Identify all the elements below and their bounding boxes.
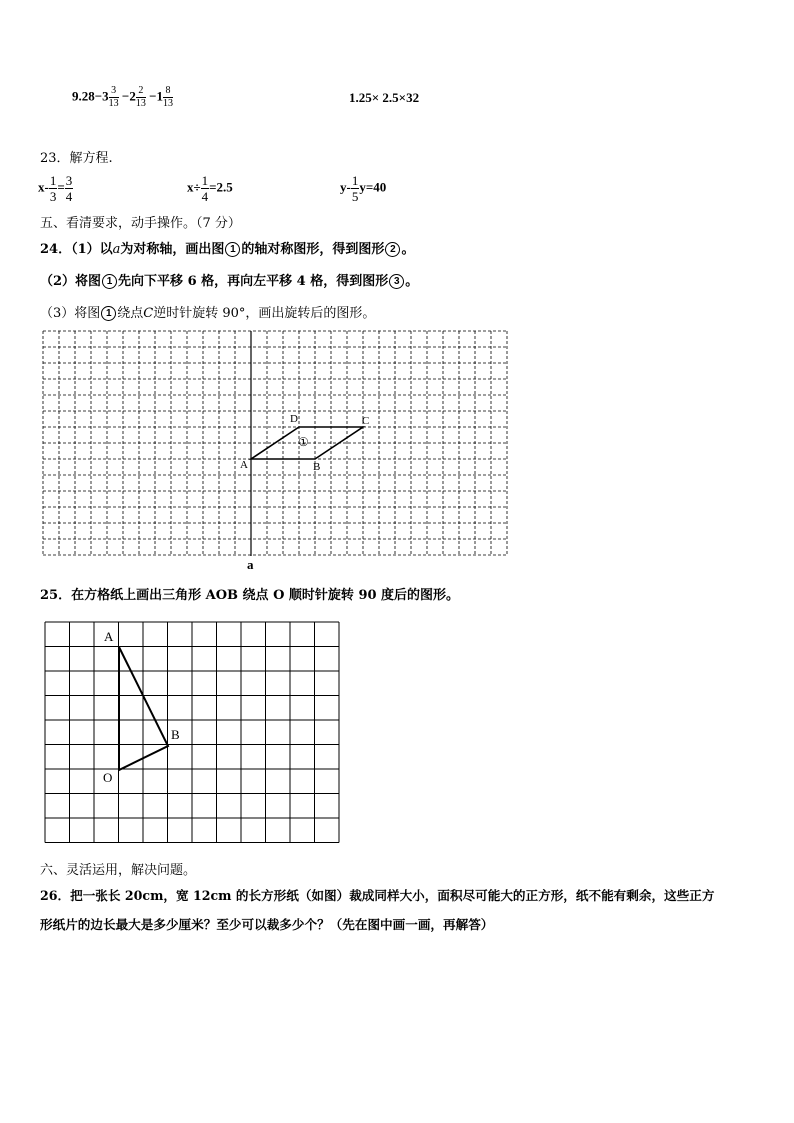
label-A-q25: A xyxy=(104,629,114,644)
denominator: 5 xyxy=(351,189,359,204)
minus-sign: − xyxy=(149,88,157,104)
text: （3）将图 xyxy=(40,306,101,321)
eq-prefix: y- xyxy=(340,179,351,195)
minus-sign: − xyxy=(94,88,103,104)
calc-expression-2: 1.25× 2.5×32 xyxy=(349,90,420,105)
label-B-q25: B xyxy=(171,727,180,742)
text: 先向下平移 6 格，再向左平移 4 格，得到图形 xyxy=(118,274,389,289)
numerator: 2 xyxy=(136,86,146,98)
denominator: 13 xyxy=(135,98,146,109)
text: 逆时针旋转 90°，画出旋转后的图形。 xyxy=(153,306,376,321)
mixed-whole: 1 xyxy=(156,88,164,104)
eq-suffix: y=40 xyxy=(359,179,387,195)
denominator: 13 xyxy=(108,98,119,109)
label-C: C xyxy=(362,415,370,427)
circled-number: 1 xyxy=(225,242,240,257)
circled-number: 1 xyxy=(102,274,117,289)
denominator: 13 xyxy=(163,98,174,109)
label-D: D xyxy=(290,413,298,425)
numerator: 1 xyxy=(49,173,57,188)
denominator: 3 xyxy=(49,189,57,204)
numerator: 3 xyxy=(109,86,119,98)
section-5-heading: 五、看清要求，动手操作。（7 分） xyxy=(40,216,241,231)
question-23-title: 23．解方程. xyxy=(40,151,113,166)
calc-lead: 9.28 xyxy=(72,88,95,104)
question-25-title: 25．在方格纸上画出三角形 AOB 绕点 O 顺时针旋转 90 度后的图形。 xyxy=(40,588,460,603)
label-B: B xyxy=(313,461,321,473)
axis-label-a: a xyxy=(247,557,254,572)
equals-sign: = xyxy=(57,179,65,195)
solid-grid xyxy=(45,622,339,843)
text: （2）将图 xyxy=(40,274,102,289)
text: 24．（1）以 xyxy=(40,242,113,257)
circled-number: 3 xyxy=(389,274,404,289)
text: 。 xyxy=(405,274,419,289)
text: 的轴对称图形，得到图形 xyxy=(241,242,385,257)
section-6-heading: 六、灵活运用，解决问题。 xyxy=(40,863,197,878)
denominator: 4 xyxy=(201,189,209,204)
eq-suffix: =2.5 xyxy=(209,179,233,195)
numerator: 1 xyxy=(201,173,209,188)
text: 绕点 xyxy=(117,306,144,321)
denominator: 4 xyxy=(65,189,73,204)
text: 。 xyxy=(401,242,415,257)
circled-number: 1 xyxy=(101,306,116,321)
point-letter: C xyxy=(143,306,154,321)
minus-sign: − xyxy=(121,88,130,104)
axis-letter: a xyxy=(112,242,121,257)
label-O-q25: O xyxy=(103,770,113,785)
question-26-line-2: 形纸片的边长最大是多少厘米？至少可以裁多少个？（先在图中画一画，再解答） xyxy=(40,917,494,932)
numerator: 3 xyxy=(65,173,73,188)
mixed-whole: 2 xyxy=(129,88,136,104)
shape-1-label: ① xyxy=(298,435,309,449)
eq-prefix: x÷ xyxy=(187,179,201,195)
circled-number: 2 xyxy=(385,242,400,257)
label-A: A xyxy=(240,459,248,471)
eq-prefix: x- xyxy=(38,179,49,195)
question-26-line-1: 26．把一张长 20cm，宽 12cm 的长方形纸（如图）裁成同样大小，面积尽可能大的正方形，纸不能有剩余，这些正方 xyxy=(40,888,715,903)
numerator: 1 xyxy=(351,173,359,188)
numerator: 8 xyxy=(163,86,173,98)
mixed-whole: 3 xyxy=(102,88,109,104)
text: 为对称轴，画出图 xyxy=(120,242,225,257)
